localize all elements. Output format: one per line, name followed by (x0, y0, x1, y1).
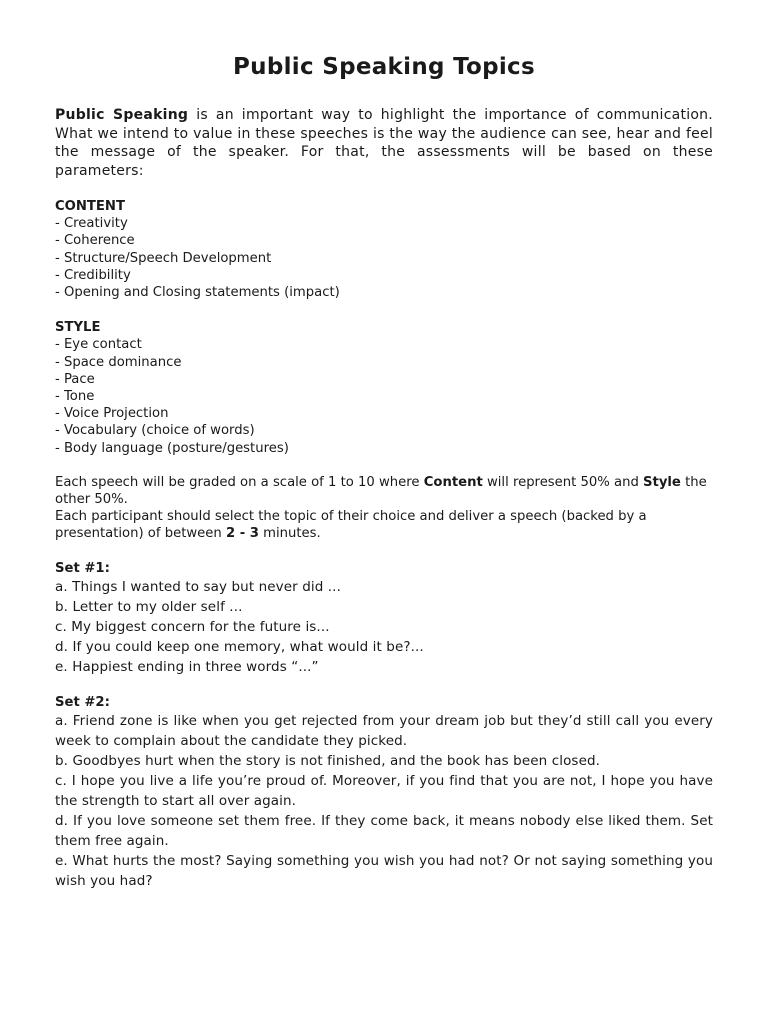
grading-text: minutes. (258, 526, 321, 542)
content-section (55, 198, 713, 301)
set-2-topic: b. Goodbyes hurt when the story is not finished, and the book has been closed. (55, 752, 601, 769)
style-item: - Body language (posture/gestures) (55, 440, 289, 456)
content-item: - Credibility (55, 267, 131, 283)
style-item: - Vocabulary (choice of words) (55, 423, 255, 439)
content-item: - Opening and Closing statements (impact) (55, 285, 340, 301)
content-item: - Structure/Speech Development (55, 250, 272, 266)
content-item: - Coherence (55, 233, 135, 249)
topic-set-1 (55, 560, 713, 677)
intro-lead-bold: Public Speaking (55, 107, 189, 123)
grading-text: Each participant should select the topic of their choice and deliver a speech (backed by a presentation) of between (55, 509, 647, 542)
set-1-topic: d. If you could keep one memory, what would it be?... (55, 638, 424, 655)
set-2-topic: a. Friend zone is like when you get rejected from your dream job but they’d still call you every week to complain about the candidate they picked. (55, 712, 713, 749)
style-section (55, 319, 713, 457)
grading-text: Each speech will be graded on a scale of 1 to 10 where (55, 474, 424, 490)
set-1-topic: e. Happiest ending in three words “...” (55, 658, 319, 675)
grading-style-bold: Style (643, 474, 681, 490)
set-2-topic: c. I hope you live a life you’re proud of. Moreover, if you find that you are not, I hope you have the strength to start all over again. (55, 772, 713, 809)
page-title: Public Speaking Topics (233, 54, 535, 80)
grading-minutes-bold: 2 - 3 (225, 526, 259, 542)
set-1-topic: c. My biggest concern for the future is... (55, 618, 330, 635)
grading-text: the other 50%. (55, 474, 707, 508)
grading-scale-line (55, 474, 713, 508)
topic-set-2 (55, 694, 713, 891)
style-item: - Space dominance (55, 354, 182, 370)
intro-paragraph (55, 106, 713, 180)
content-heading: CONTENT (55, 199, 125, 214)
style-heading: STYLE (55, 320, 101, 336)
set-1-topic: b. Letter to my older self ... (55, 598, 243, 615)
grading-content-bold: Content (423, 474, 483, 490)
set-2-heading: Set #2: (55, 694, 110, 710)
style-item: - Tone (55, 389, 95, 405)
set-1-heading: Set #1: (55, 560, 110, 576)
content-item: - Creativity (55, 216, 128, 232)
set-1-topic: a. Things I wanted to say but never did ... (55, 578, 341, 595)
set-2-topic: d. If you love someone set them free. If they come back, it means nobody else liked them. Set them free again. (55, 812, 713, 849)
style-item: - Eye contact (55, 337, 142, 353)
style-item: - Voice Projection (55, 406, 169, 422)
intro-text: is an important way to highlight the importance of communication. What we intend to value in these speeches is the way the audience can see, hear and feel the message of the speaker. For that, the assessments will be based on these parameters: (55, 107, 713, 179)
grading-text: will represent 50% and (482, 474, 644, 490)
grading-duration-line (55, 508, 713, 542)
grading-paragraph (55, 474, 713, 543)
style-item: - Pace (55, 371, 95, 387)
set-2-topic: e. What hurts the most? Saying something you wish you had not? Or not saying something you wish you had? (55, 852, 713, 889)
